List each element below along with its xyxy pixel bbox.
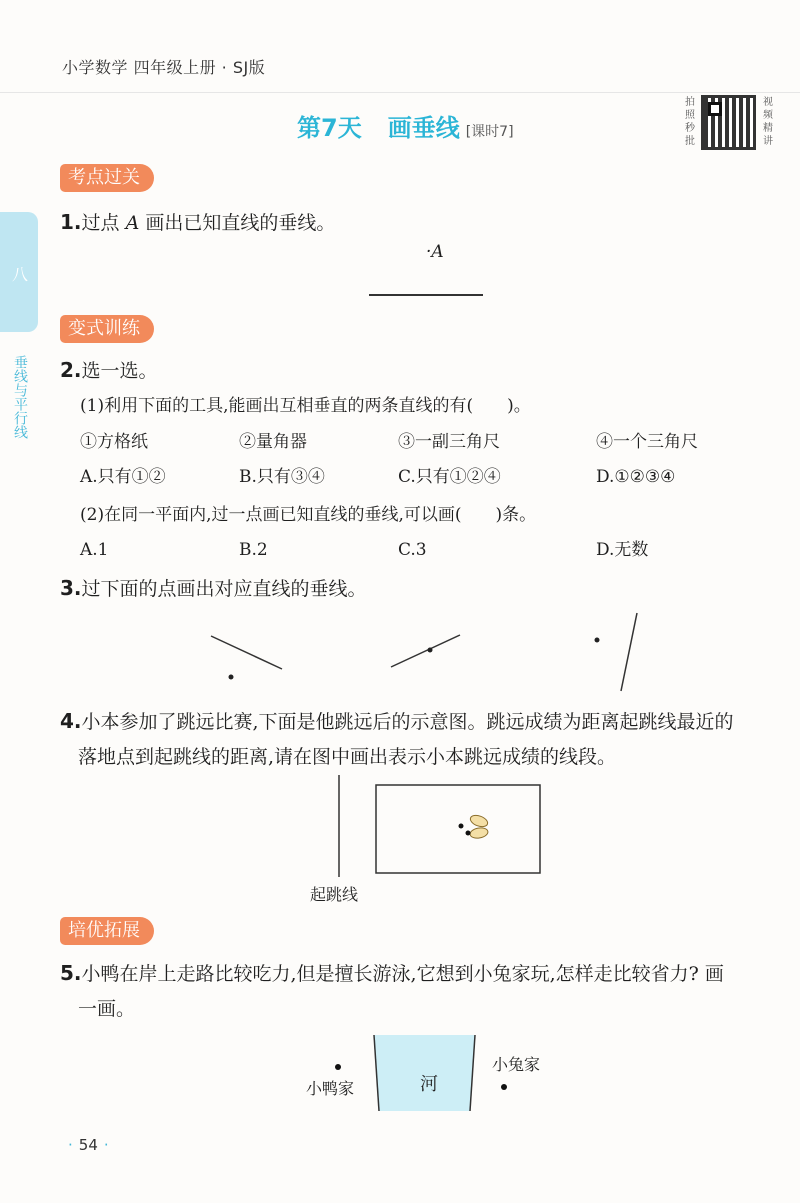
choice-option: D.无数 [596, 540, 649, 560]
unit-number: 八 [12, 265, 29, 284]
q1-text-after: 画出已知直线的垂线。 [139, 212, 336, 234]
q4-number: 4. [60, 709, 82, 733]
book-title: 小学数学 四年级上册 · SJ版 [62, 58, 266, 77]
rabbit-home-point [501, 1084, 507, 1090]
q4-line1: 小本参加了跳远比赛,下面是他跳远后的示意图。跳远成绩为距离起跳线最近的 [81, 711, 734, 733]
question-4 [60, 709, 734, 734]
sand-pit [376, 785, 540, 873]
page-number: · 54 · [68, 1136, 109, 1154]
qr-right-label: 视频精讲 [763, 97, 773, 147]
tool-option: ①方格纸 [80, 432, 148, 452]
footprint-icon [469, 827, 488, 840]
qr-code-icon[interactable] [701, 95, 756, 150]
landing-point [459, 824, 464, 829]
long-jump-figure [300, 775, 560, 885]
question-3 [60, 576, 367, 601]
section-badge-variant: 变式训练 [60, 315, 154, 343]
q3-line-2 [391, 635, 460, 667]
choice-option: A.1 [80, 540, 109, 560]
q2-text: 选一选。 [81, 360, 158, 382]
page-number-value: 54 [78, 1136, 98, 1154]
q1-point: A [125, 212, 140, 234]
choice-option: B.2 [239, 540, 268, 560]
choice-option: C.3 [398, 540, 427, 560]
q3-text: 过下面的点画出对应直线的垂线。 [81, 578, 367, 600]
q3-number: 3. [60, 576, 82, 600]
q3-line-3 [621, 613, 637, 691]
choice-option: B.只有③④ [239, 467, 325, 487]
title-day: 第7天 [297, 114, 362, 142]
tool-option: ③一副三角尺 [398, 432, 500, 452]
q3-point-1 [229, 675, 234, 680]
rabbit-home-label: 小兔家 [492, 1055, 541, 1074]
title-topic: 画垂线 [387, 114, 460, 142]
landing-point [466, 831, 471, 836]
question-1 [60, 210, 335, 235]
q1-text-before: 过点 [81, 212, 126, 234]
q5-line2: 一画。 [78, 998, 136, 1020]
page-title [297, 108, 514, 143]
takeoff-line-label: 起跳线 [310, 885, 359, 904]
header-divider [0, 92, 800, 93]
point-a-label: ·A [426, 242, 444, 262]
q3-point-2 [428, 648, 433, 653]
q3-point-3 [595, 638, 600, 643]
q3-line-1 [211, 636, 282, 669]
given-line-q1 [369, 294, 483, 296]
q4-line2: 落地点到起跳线的距离,请在图中画出表示小本跳远成绩的线段。 [78, 746, 617, 768]
q5-number: 5. [60, 961, 82, 985]
choice-option: C.只有①②④ [398, 467, 501, 487]
q2-sub1: (1)利用下面的工具,能画出互相垂直的两条直线的有( )。 [80, 396, 531, 416]
q2-sub2: (2)在同一平面内,过一点画已知直线的垂线,可以画( )条。 [80, 505, 537, 525]
section-badge-basic: 考点过关 [60, 164, 154, 192]
chapter-label: 垂线与平行线 [12, 355, 28, 439]
tool-option: ②量角器 [239, 432, 307, 452]
q2-number: 2. [60, 358, 82, 382]
tool-option: ④一个三角尺 [596, 432, 698, 452]
q1-number: 1. [60, 210, 82, 234]
question-5 [60, 961, 724, 986]
q3-figures [0, 600, 800, 700]
section-badge-extend: 培优拓展 [60, 917, 154, 945]
lesson-tag: [课时7] [465, 124, 514, 140]
qr-left-label: 拍照秒批 [685, 97, 695, 147]
choice-option: D.①②③④ [596, 467, 676, 487]
q5-line1: 小鸭在岸上走路比较吃力,但是擅长游泳,它想到小兔家玩,怎样走比较省力? 画 [81, 963, 724, 985]
question-2 [60, 358, 158, 383]
river-label: 河 [420, 1074, 438, 1095]
choice-option: A.只有①② [80, 467, 166, 487]
duck-home-label: 小鸭家 [306, 1079, 355, 1098]
duck-home-point [335, 1064, 341, 1070]
footprint-icon [469, 813, 489, 829]
